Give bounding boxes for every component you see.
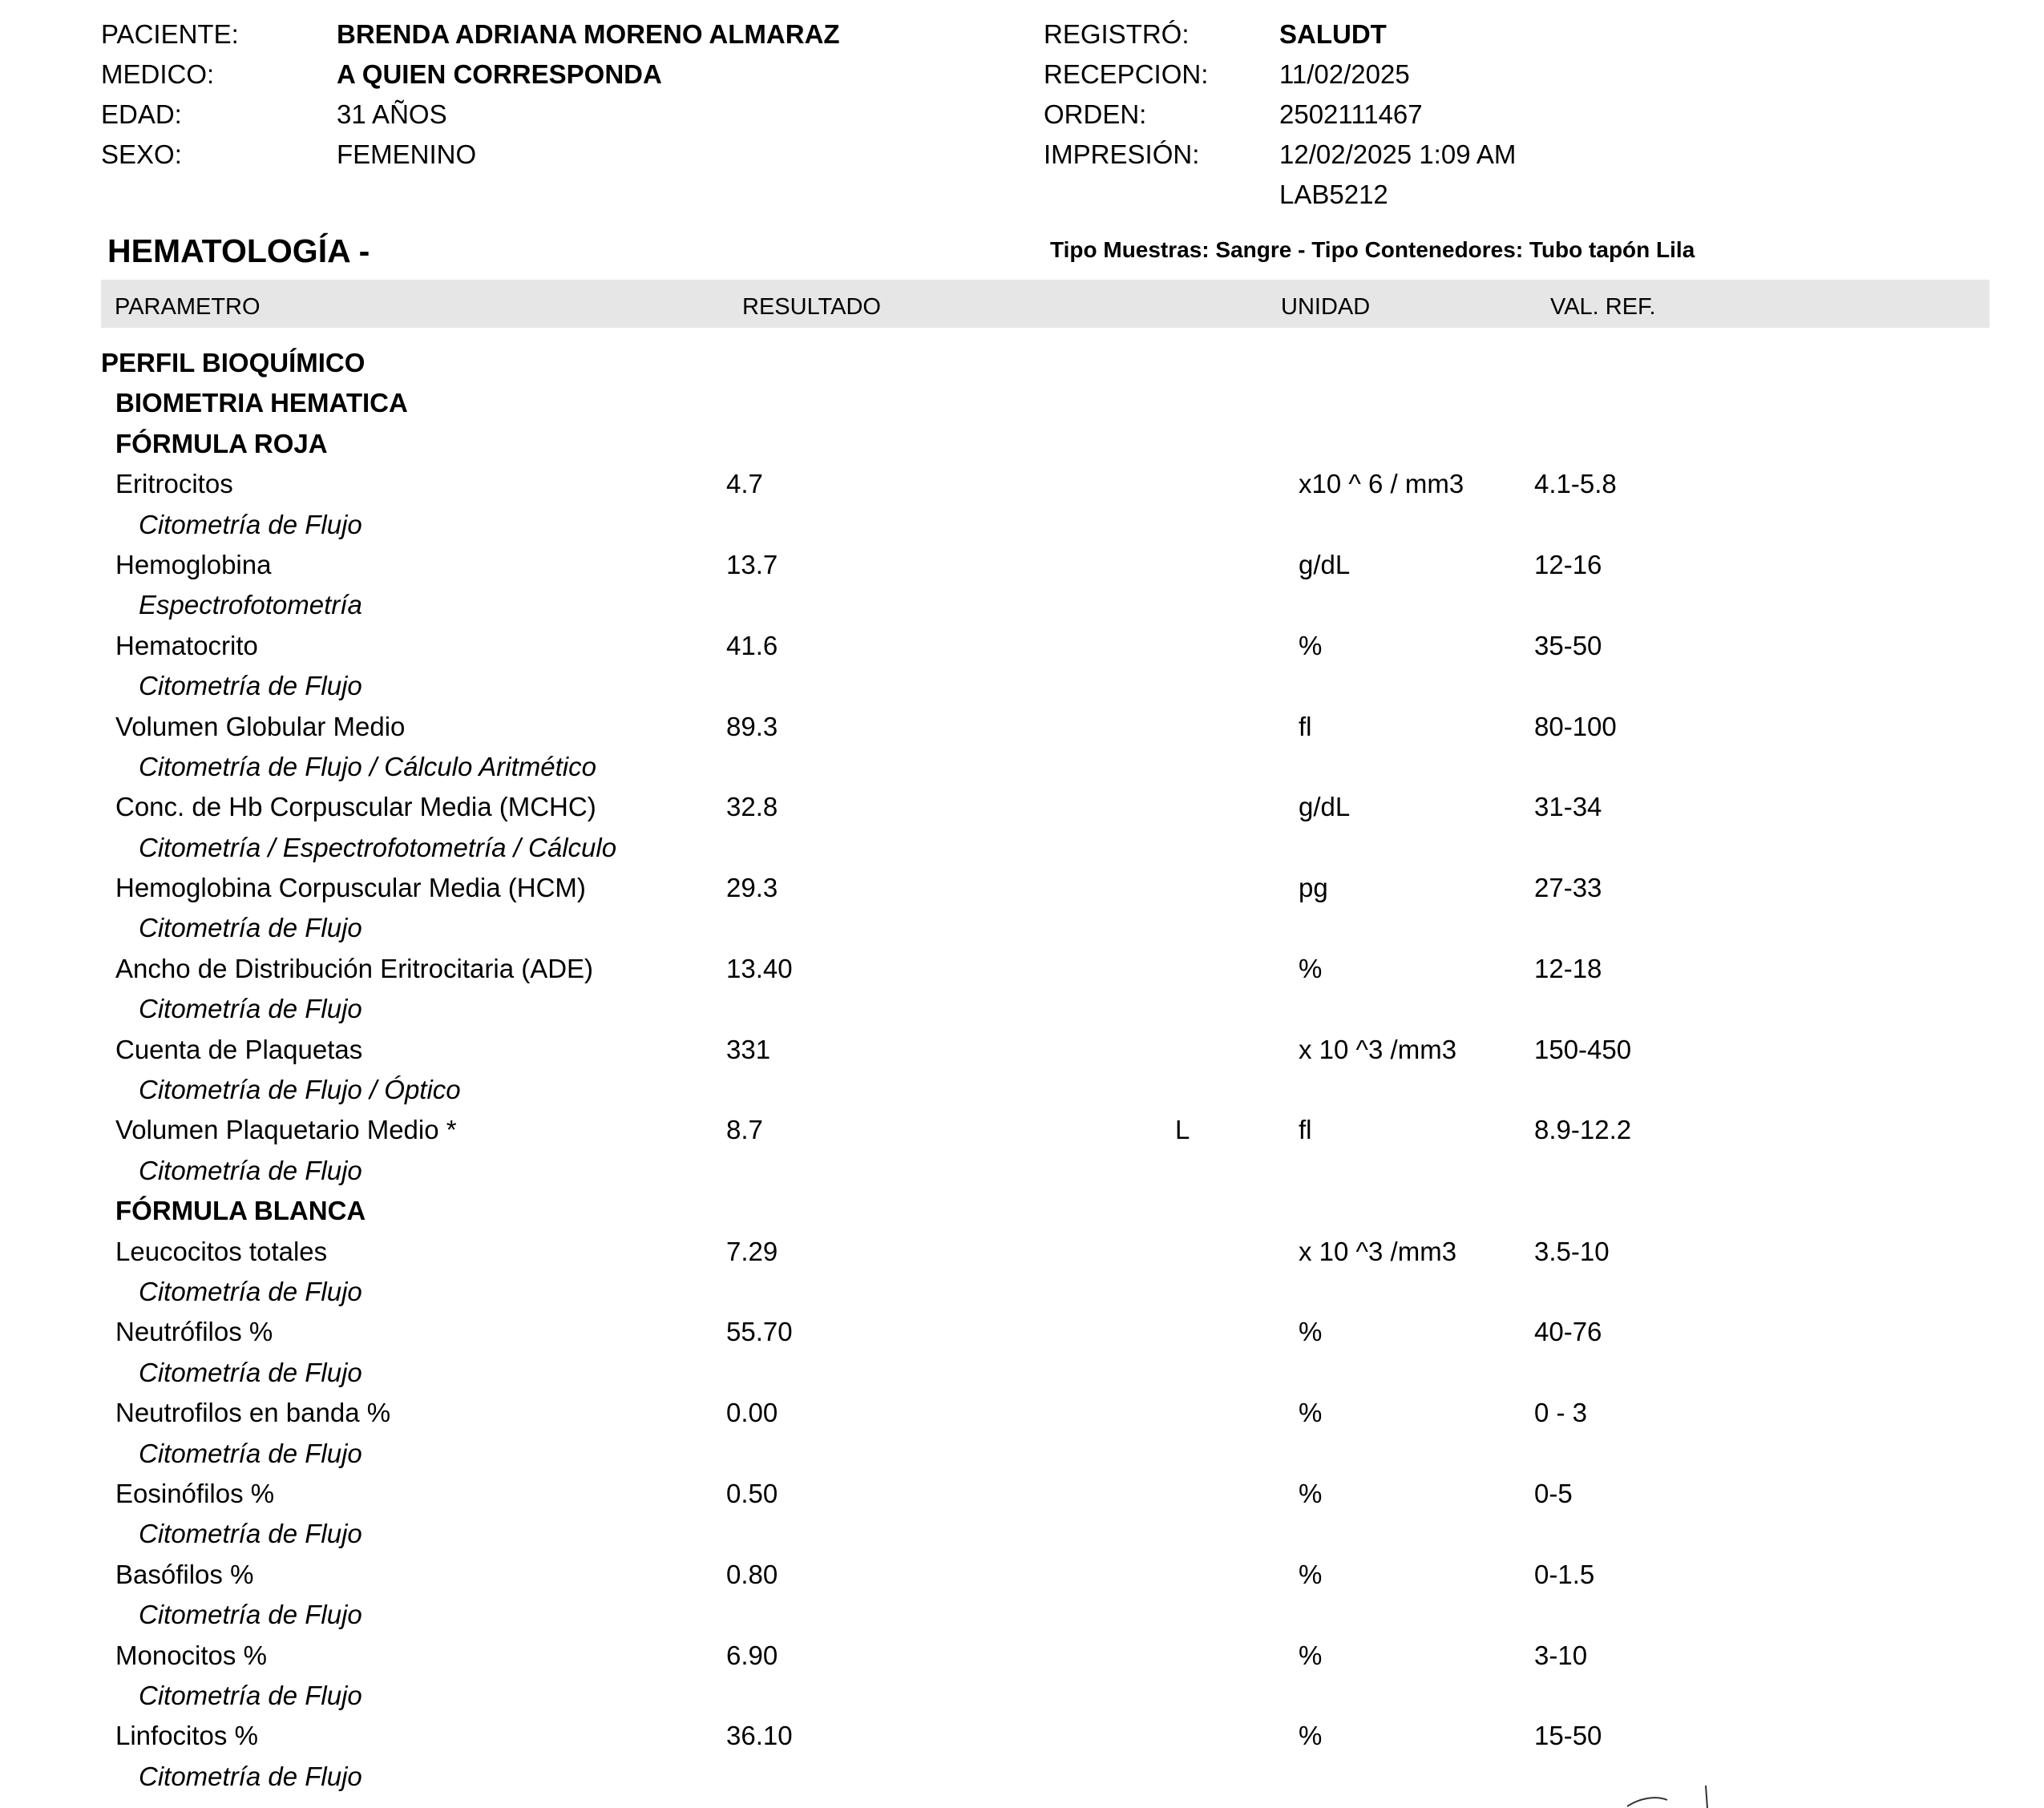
method-name: Espectrofotometría: [139, 590, 362, 620]
parameter-name: Hemoglobina: [115, 549, 272, 579]
reference-value: 12-18: [1534, 953, 1602, 983]
parameter-name: Volumen Globular Medio: [115, 711, 406, 741]
group-title: BIOMETRIA HEMATICA: [115, 388, 408, 418]
method-name: Citometría / Espectrofotometría / Cálculo: [139, 832, 617, 862]
method-name: Citometría de Flujo: [139, 1600, 362, 1630]
header-value-lab-code: LAB5212: [1279, 180, 1388, 209]
column-header-resultado: RESULTADO: [742, 294, 881, 320]
unit-value: %: [1299, 1559, 1323, 1589]
method-row: [0, 1353, 2044, 1393]
method-name: Citometría de Flujo: [139, 994, 362, 1024]
result-value: 6.90: [726, 1640, 778, 1670]
sample-type-info: Tipo Muestras: Sangre - Tipo Contenedores: Tubo tapón Lila: [1050, 237, 1695, 262]
method-name: Citometría de Flujo: [139, 509, 362, 539]
method-name: Citometría de Flujo / Óptico: [139, 1075, 461, 1105]
parameter-name: Cuenta de Plaquetas: [115, 1034, 363, 1064]
parameter-name: Volumen Plaquetario Medio *: [115, 1115, 457, 1145]
group-row: [0, 424, 2044, 464]
reference-value: 40-76: [1534, 1317, 1602, 1347]
result-value: 0.80: [726, 1559, 778, 1589]
group-title: PERFIL BIOQUÍMICO: [101, 348, 366, 377]
table-row: [0, 464, 2044, 504]
result-value: 0.50: [726, 1478, 778, 1508]
parameter-name: Hematocrito: [115, 630, 258, 660]
parameter-name: Conc. de Hb Corpuscular Media (MCHC): [115, 792, 596, 822]
header-label-registro: REGISTRÓ:: [1044, 19, 1190, 49]
result-value: 13.40: [726, 953, 793, 983]
group-row: [0, 343, 2044, 383]
reference-value: 3.5-10: [1534, 1236, 1610, 1266]
parameter-name: Eosinófilos %: [115, 1478, 275, 1508]
table-row: [0, 1636, 2044, 1676]
unit-value: %: [1299, 1317, 1323, 1347]
header-label-impresion: IMPRESIÓN:: [1044, 139, 1200, 169]
header-value-edad: 31 AÑOS: [337, 99, 447, 129]
parameter-name: Leucocitos totales: [115, 1236, 328, 1266]
result-value: 89.3: [726, 711, 778, 741]
method-name: Citometría de Flujo: [139, 1680, 362, 1710]
header-value-paciente: BRENDA ADRIANA MORENO ALMARAZ: [337, 19, 840, 49]
method-row: [0, 1514, 2044, 1554]
unit-value: g/dL: [1299, 549, 1351, 579]
method-row: [0, 1434, 2044, 1474]
table-row: [0, 1030, 2044, 1070]
method-row: [0, 989, 2044, 1029]
header-label-orden: ORDEN:: [1044, 99, 1147, 129]
table-row: [0, 1555, 2044, 1595]
result-value: 7.29: [726, 1236, 778, 1266]
method-row: [0, 747, 2044, 787]
method-name: Citometría de Flujo: [139, 1276, 362, 1306]
table-row: [0, 1232, 2044, 1272]
unit-value: %: [1299, 630, 1323, 660]
result-value: 8.7: [726, 1115, 763, 1145]
unit-value: x10 ^ 6 / mm3: [1299, 469, 1464, 499]
group-title: FÓRMULA BLANCA: [115, 1196, 366, 1226]
header-label-recepcion: RECEPCION:: [1044, 59, 1209, 89]
parameter-name: Neutrófilos %: [115, 1317, 273, 1347]
result-value: 32.8: [726, 792, 778, 822]
unit-value: fl: [1299, 1115, 1312, 1145]
unit-value: x 10 ^3 /mm3: [1299, 1034, 1457, 1064]
unit-value: %: [1299, 1721, 1323, 1751]
reference-value: 35-50: [1534, 630, 1602, 660]
method-name: Citometría de Flujo: [139, 913, 362, 943]
header-label-edad: EDAD:: [101, 99, 182, 129]
table-row: [0, 1716, 2044, 1756]
table-row: [0, 1312, 2044, 1352]
method-name: Citometría de Flujo: [139, 1761, 362, 1791]
result-value: 55.70: [726, 1317, 793, 1347]
parameter-name: Basófilos %: [115, 1559, 254, 1589]
table-header: [101, 280, 1989, 328]
unit-value: fl: [1299, 711, 1312, 741]
reference-value: 4.1-5.8: [1534, 469, 1617, 499]
header-value-sexo: FEMENINO: [337, 139, 477, 169]
reference-value: 12-16: [1534, 549, 1602, 579]
header-label-paciente: PACIENTE:: [101, 19, 239, 49]
result-value: 4.7: [726, 469, 763, 499]
unit-value: %: [1299, 1398, 1323, 1428]
group-row: [0, 383, 2044, 423]
method-name: Citometría de Flujo: [139, 671, 362, 701]
result-value: 0.00: [726, 1398, 778, 1428]
table-row: [0, 1110, 2044, 1150]
method-name: Citometría de Flujo: [139, 1357, 362, 1387]
header-value-impresion: 12/02/2025 1:09 AM: [1279, 139, 1517, 169]
table-row: [0, 1393, 2044, 1433]
header-value-medico: A QUIEN CORRESPONDA: [337, 59, 662, 89]
reference-value: 15-50: [1534, 1721, 1602, 1751]
method-row: [0, 585, 2044, 625]
method-row: [0, 1676, 2044, 1716]
results-table: [0, 343, 2044, 1797]
parameter-name: Neutrofilos en banda %: [115, 1398, 391, 1428]
table-row: [0, 545, 2044, 585]
table-row: [0, 707, 2044, 747]
parameter-name: Linfocitos %: [115, 1721, 258, 1751]
group-title: FÓRMULA ROJA: [115, 428, 328, 458]
section-title: HEMATOLOGÍA -: [107, 232, 370, 269]
group-row: [0, 1191, 2044, 1231]
column-header-parametro: PARAMETRO: [115, 294, 261, 320]
column-header-unidad: UNIDAD: [1281, 294, 1371, 320]
result-value: 36.10: [726, 1721, 793, 1751]
header-label-medico: MEDICO:: [101, 59, 215, 89]
reference-value: 0 - 3: [1534, 1398, 1588, 1428]
method-name: Citometría de Flujo / Cálculo Aritmético: [139, 751, 596, 781]
result-flag: L: [1175, 1115, 1190, 1145]
reference-value: 3-10: [1534, 1640, 1588, 1670]
method-row: [0, 1757, 2044, 1797]
unit-value: g/dL: [1299, 792, 1351, 822]
method-row: [0, 1151, 2044, 1191]
reference-value: 8.9-12.2: [1534, 1115, 1632, 1145]
table-row: [0, 787, 2044, 827]
reference-value: 0-5: [1534, 1478, 1573, 1508]
table-row: [0, 1474, 2044, 1514]
reference-value: 31-34: [1534, 792, 1602, 822]
result-value: 41.6: [726, 630, 778, 660]
method-row: [0, 505, 2044, 545]
method-name: Citometría de Flujo: [139, 1155, 362, 1185]
unit-value: %: [1299, 953, 1323, 983]
result-value: 13.7: [726, 549, 778, 579]
method-row: [0, 1595, 2044, 1635]
method-row: [0, 828, 2044, 868]
parameter-name: Ancho de Distribución Eritrocitaria (ADE): [115, 953, 594, 983]
method-name: Citometría de Flujo: [139, 1438, 362, 1468]
table-row: [0, 626, 2044, 666]
table-row: [0, 868, 2044, 908]
result-value: 29.3: [726, 873, 778, 903]
table-row: [0, 949, 2044, 989]
column-header-valref: VAL. REF.: [1550, 294, 1656, 320]
header-value-orden: 2502111467: [1279, 99, 1423, 129]
header-value-registro: SALUDT: [1279, 19, 1387, 49]
reference-value: 27-33: [1534, 873, 1602, 903]
method-row: [0, 1070, 2044, 1110]
header-label-sexo: SEXO:: [101, 139, 182, 169]
reference-value: 150-450: [1534, 1034, 1632, 1064]
unit-value: %: [1299, 1640, 1323, 1670]
parameter-name: Monocitos %: [115, 1640, 267, 1670]
parameter-name: Hemoglobina Corpuscular Media (HCM): [115, 873, 586, 903]
method-row: [0, 908, 2044, 948]
parameter-name: Eritrocitos: [115, 469, 233, 499]
unit-value: %: [1299, 1478, 1323, 1508]
result-value: 331: [726, 1034, 771, 1064]
signature-mark: [1619, 1784, 1715, 1808]
reference-value: 80-100: [1534, 711, 1617, 741]
method-row: [0, 1272, 2044, 1312]
reference-value: 0-1.5: [1534, 1559, 1595, 1589]
header-value-recepcion: 11/02/2025: [1279, 59, 1410, 89]
unit-value: x 10 ^3 /mm3: [1299, 1236, 1457, 1266]
unit-value: pg: [1299, 873, 1328, 903]
method-row: [0, 666, 2044, 706]
method-name: Citometría de Flujo: [139, 1519, 362, 1549]
